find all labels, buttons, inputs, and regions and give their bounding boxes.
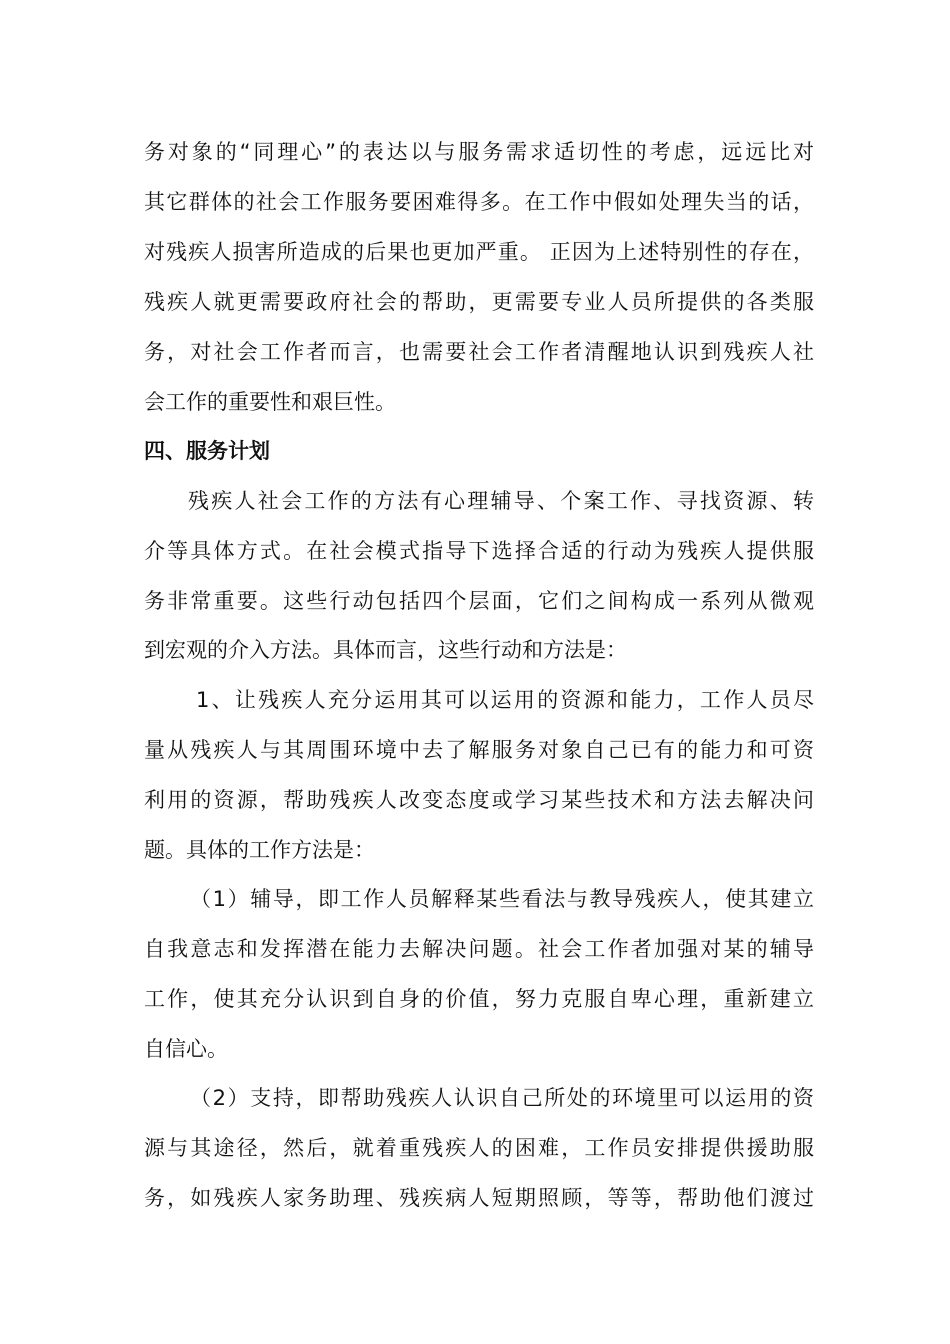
text-line: （1）辅导，即工作人员解释某些看法与教导残疾人，使其建立 [190,887,814,911]
text-line: 题。具体的工作方法是： [144,838,375,862]
text-line: 务非常重要。这些行动包括四个层面，它们之间构成一系列从微观 [144,589,814,613]
text-line: 务对象的“同理心”的表达以与服务需求适切性的考虑，远远比对 [144,140,814,164]
text-line: 自我意志和发挥潜在能力去解决问题。社会工作者加强对某的辅导 [144,937,814,961]
text-line: 量从残疾人与其周围环境中去了解服务对象自己已有的能力和可资 [144,738,814,762]
text-line: 残疾人社会工作的方法有心理辅导、个案工作、寻找资源、转 [188,489,814,513]
text-line: 介等具体方式。在社会模式指导下选择合适的行动为残疾人提供服 [144,539,814,563]
text-line: 自信心。 [144,1037,228,1061]
text-line: 对残疾人损害所造成的后果也更加严重。 正因为上述特别性的存在， [144,240,814,264]
text-line: （2）支持，即帮助残疾人认识自己所处的环境里可以运用的资 [190,1086,814,1110]
text-line: 工作，使其充分认识到自身的价值，努力克服自卑心理，重新建立 [144,987,814,1011]
text-line: 其它群体的社会工作服务要困难得多。在工作中假如处理失当的话， [144,190,814,214]
text-line: 务，如残疾人家务助理、残疾病人短期照顾，等等，帮助他们渡过 [144,1186,814,1210]
text-line: 源与其途径，然后，就着重残疾人的困难，工作员安排提供援助服 [144,1136,814,1160]
text-line: 会工作的重要性和艰巨性。 [144,390,396,414]
text-line: 利用的资源，帮助残疾人改变态度或学习某些技术和方法去解决问 [144,788,814,812]
text-line: 到宏观的介入方法。具体而言，这些行动和方法是： [144,638,627,662]
text-line: 残疾人就更需要政府社会的帮助，更需要专业人员所提供的各类服 [144,290,814,314]
text-line: 1、让残疾人充分运用其可以运用的资源和能力，工作人员尽 [196,688,814,712]
text-line: 务，对社会工作者而言，也需要社会工作者清醒地认识到残疾人社 [144,340,814,364]
section-heading: 四、服务计划 [144,439,270,463]
